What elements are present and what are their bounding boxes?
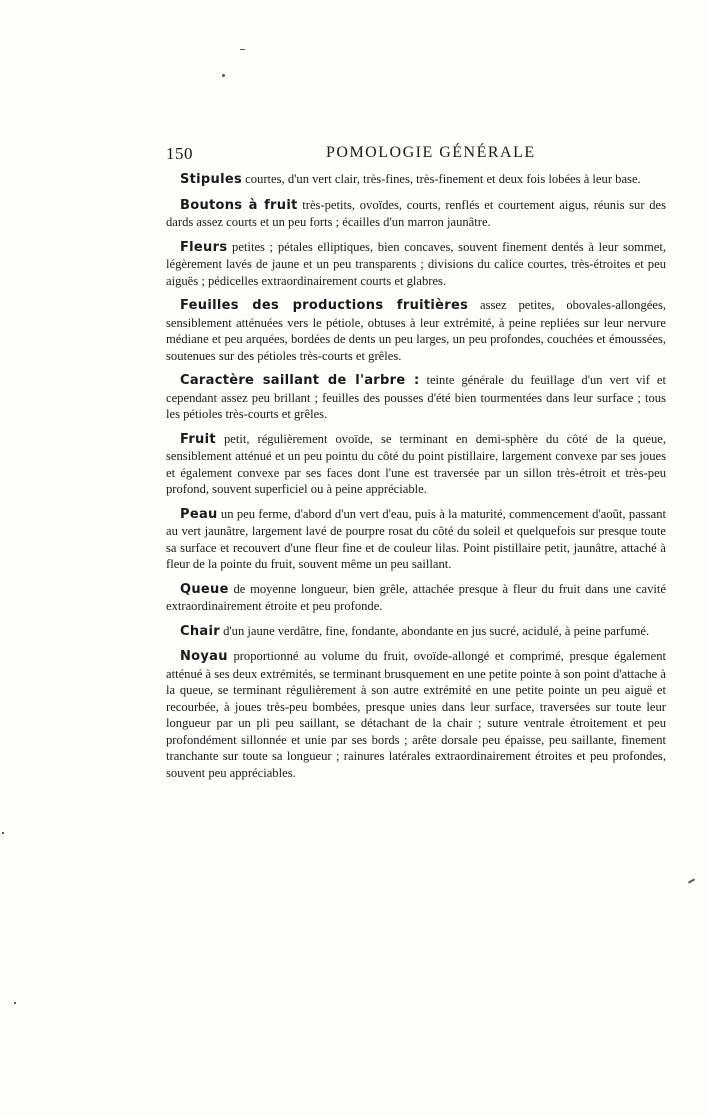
paragraph-fruit [166,431,666,498]
ink-speck [222,74,225,77]
term-heading: Stipules [180,172,243,187]
paragraph-text: très-petits, ovoïdes, courts, renflés et courtement aigus, réunis sur des dards assez courts et un peu forts ; écailles d'un marron jaunâtre. [166,197,666,229]
paragraph-text: un peu ferme, d'abord d'un vert d'eau, puis à la maturité, commencement d'août, passant au vert jaunâtre, largement lavé de pourpre rosat du côté du soleil et quelquefois sur presque toute sa surface et recouvert d'une fleur fine et de couleur lilas. Point pistillaire petit, jaunâtre, attaché à fleur de la pointe du fruit, souvent même un peu saillant. [166,506,666,571]
paragraph-noyau [166,648,666,781]
paragraph-text: petites ; pétales elliptiques, bien concaves, souvent finement dentés à leur sommet, légèrement lavés de jaune et un peu transparents ; divisions du calice courtes, très-étroites et peu aiguës ; pédicelles extraordinairement courts et glabres. [166,239,666,288]
ink-speck [2,832,4,834]
paragraph-fleurs [166,239,666,290]
page-header [166,144,666,166]
paragraph-text: d'un jaune verdâtre, fine, fondante, abondante en jus sucré, acidulé, à peine parfumé. [219,623,650,638]
term-heading: Peau [180,506,218,522]
running-title: POMOLOGIE GÉNÉRALE [326,144,536,161]
term-heading: Feuilles des productions fruitières [180,298,469,313]
paragraph-peau [166,506,666,573]
term-heading: Noyau [180,649,228,664]
term-heading: Fruit [180,431,216,447]
ink-speck [240,49,245,50]
paragraph-text: assez petites, obovales-allongées, sensiblement atténuées vers le pétiole, obtuses à leur extrémité, à peine repliées sur leur nervure médiane et peu arquées, bordées de dents un peu larges, un peu profondes, couchées et émoussées, soutenues sur des pétioles très-courts et grêles. [166,298,666,363]
page-body [166,171,666,789]
ink-speck [688,878,695,883]
paragraph-feuilles [166,297,666,364]
paragraph-queue [166,581,666,615]
term-heading: Chair [180,623,220,639]
page-number: 150 [166,144,193,163]
paragraph-caractere [166,372,666,423]
term-heading: Queue [180,581,229,597]
paragraph-text: courtes, d'un vert clair, très-fines, très-finement et deux fois lobées à leur base. [242,172,641,186]
paragraph-text: de moyenne longueur, bien grêle, attachée presque à fleur du fruit dans une cavité extraordinairement étroite et peu profonde. [166,581,666,613]
term-heading: Fleurs [180,239,228,255]
term-heading: Caractère saillant de l'arbre : [180,373,420,388]
ink-speck [14,1002,16,1004]
paragraph-boutons [166,197,666,231]
term-heading: Boutons à fruit [180,197,298,213]
paragraph-stipules [166,171,666,189]
paragraph-text: proportionné au volume du fruit, ovoïde-allongé et comprimé, presque également atténué à ses deux extrémités, se terminant brusquement en une petite pointe à son point d'attache à la queue, se terminant régulièrement à son autre extrémité en une petite pointe un peu aiguë et recourbée, à joues très-peu bombées, presque unies dans leur surface, traversées sur toute leur longueur par un pli peu saillant, se détachant de la chair ; suture ventrale étroitement et peu profondément sillonnée et unie par ses bords ; arête dorsale peu épaisse, peu saillante, finement tranchante sur toute sa longueur ; rainures latérales extraordinairement étroites et peu profondes, souvent peu appréciables. [166,649,666,780]
paragraph-chair [166,623,666,641]
paragraph-text: petit, régulièrement ovoïde, se terminant en demi-sphère du côté de la queue, sensiblement atténué et un peu pointu du côté du point pistillaire, largement convexe par ses joues et également convexe par ses faces dont l'une est traversée par un sillon très-étroit et très-peu profond, souvent superficiel ou à peine appréciable. [166,431,666,496]
paragraph-text: teinte générale du feuillage d'un vert vif et cependant assez peu brillant ; feuilles des pousses d'été bien tourmentées dans leur surface ; tous les pétioles très-courts et grêles. [166,373,666,421]
